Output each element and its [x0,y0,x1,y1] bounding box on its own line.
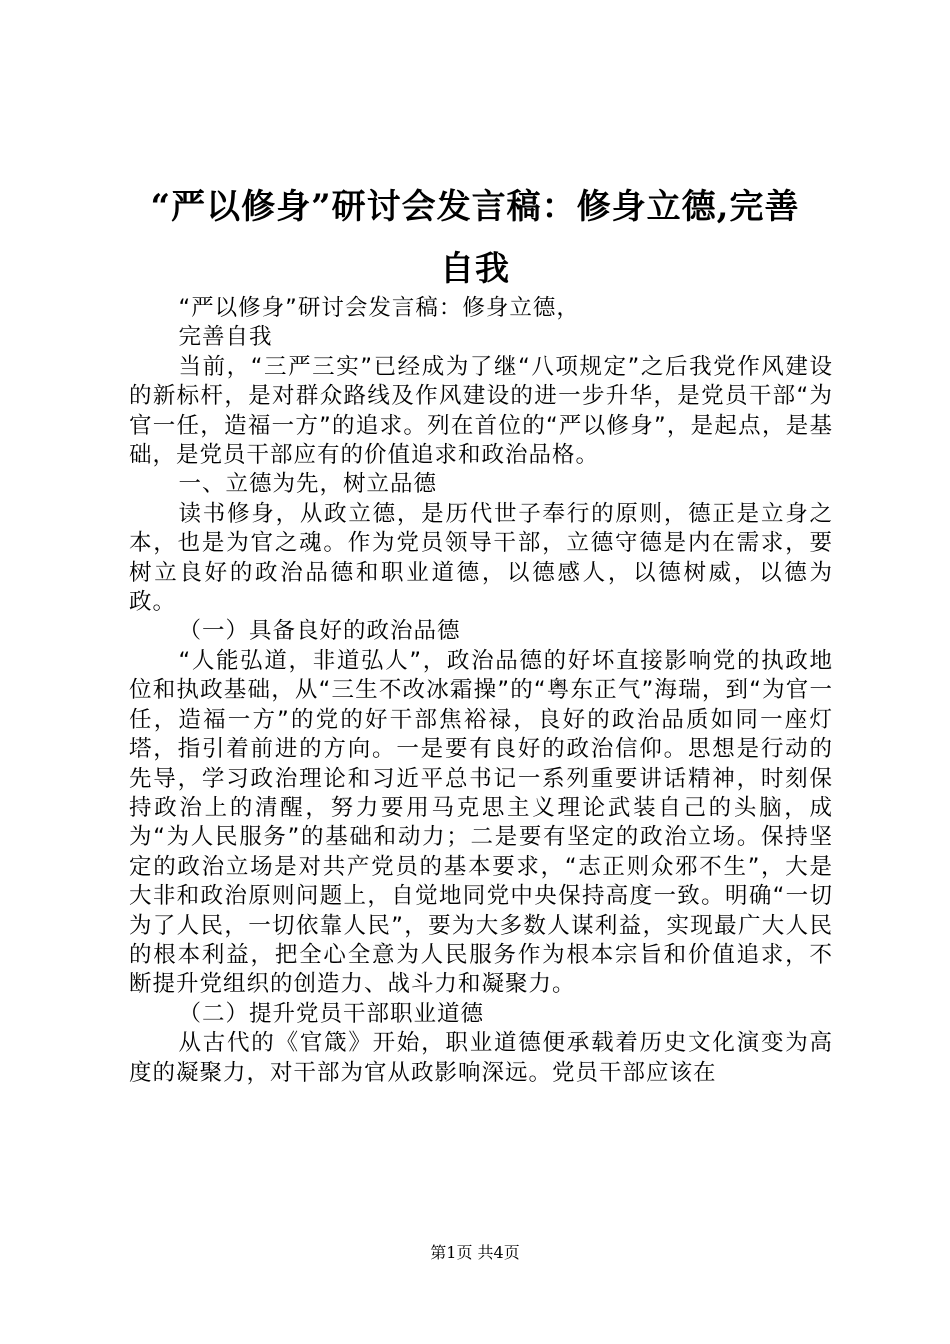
document-body [129,294,833,1088]
document-title-line-2: 自我 [440,249,510,289]
subsection-1-paragraph: “人能弘道，非道弘人”，政治品德的好坏直接影响党的执政地位和执政基础，从“三生不改冰霜操”的“粤东正气”海瑞，到“为官一任，造福一方”的党的好干部焦裕禄，良好的政治品质如同一座灯塔，指引着前进的方向。一是要有良好的政治信仰。思想是行动的先导，学习政治理论和习近平总书记一系列重要讲话精神，时刻保持政治上的清醒，努力要用马克思主义理论武装自己的头脑，成为“为人民服务”的基础和动力；二是要有坚定的政治立场。保持坚定的政治立场是对共产党员的基本要求，“志正则众邪不生”，大是大非和政治原则问题上，自觉地同党中央保持高度一致。明确“一切为了人民，一切依靠人民”，要为大多数人谋利益，实现最广大人民的根本利益，把全心全意为人民服务作为根本宗旨和价值追求，不断提升党组织的创造力、战斗力和凝聚力。 [129,647,833,998]
section-heading-1: 一、立德为先，树立品德 [178,471,438,498]
subsection-heading-1: （一）具备良好的政治品德 [178,618,461,645]
subtitle-line-1: “严以修身”研讨会发言稿：修身立德， [178,295,580,321]
subsection-heading-2: （二）提升党员干部职业道德 [178,1000,485,1027]
page-number-footer: 第1页 共4页 [430,1243,520,1262]
intro-paragraph: 当前，“三严三实”已经成为了继“八项规定”之后我党作风建设的新标杆，是对群众路线及作风建设的进一步升华，是党员干部“为官一任，造福一方”的追求。列在首位的“严以修身”，是起点，是基础，是党员干部应有的价值追求和政治品格。 [129,353,833,469]
subsection-2-paragraph: 从古代的《官箴》开始，职业道德便承载着历史文化演变为高度的凝聚力，对干部为官从政影响深远。党员干部应该在 [129,1030,833,1086]
subtitle-line-2: 完善自我 [178,324,273,351]
document-title-line-1: “严以修身”研讨会发言稿：修身立德,完善 [150,187,800,227]
section-1-paragraph: 读书修身，从政立德，是历代世子奉行的原则，德正是立身之本，也是为官之魂。作为党员领导干部，立德守德是内在需求，要树立良好的政治品德和职业道德，以德感人，以德树威，以德为政。 [129,500,833,616]
